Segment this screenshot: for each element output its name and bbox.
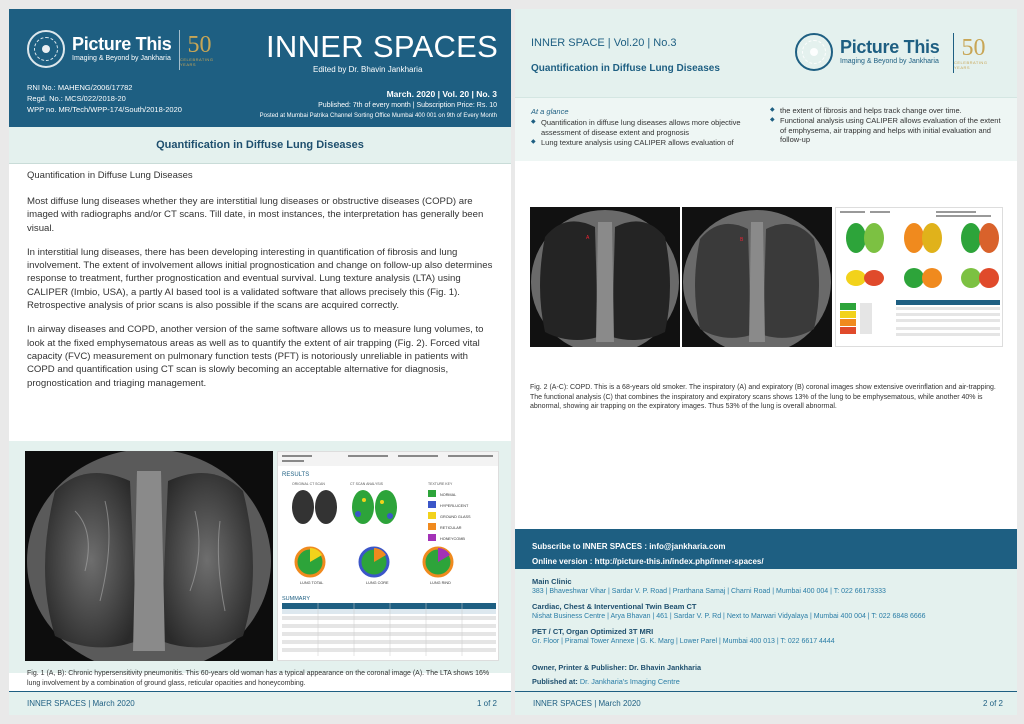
ct-analysis-label: CT SCAN ANALYSIS bbox=[350, 482, 383, 486]
contact-detail: Nishat Business Centre | Arya Bhavan | 461 | Sardar V. P. Rd | Next to Marwari Vidyalaya | Mumbai 400 004 | T: 022 6848 6666 bbox=[532, 613, 926, 620]
masthead bbox=[9, 9, 511, 127]
figure-2 bbox=[530, 207, 1003, 467]
page-footer bbox=[9, 691, 511, 715]
footer-left: INNER SPACES | March 2020 bbox=[27, 699, 135, 708]
posting-info: Posted at Mumbai Patrika Channel Sorting Office Mumbai 400 001 on 9th of Every Month bbox=[259, 113, 497, 119]
picture-this-logo bbox=[795, 33, 939, 71]
article-subtitle: Quantification in Diffuse Lung Diseases bbox=[27, 170, 193, 181]
contact-detail: Gr. Floor | Piramal Tower Annexe | G. K. Marg | Lower Parel | Mumbai 400 013 | T: 022 6617 4444 bbox=[532, 638, 835, 645]
subscribe-line[interactable]: Subscribe to INNER SPACES : info@jankharia.com bbox=[532, 542, 726, 551]
paragraph: Most diffuse lung diseases whether they are interstitial lung diseases or obstructive diseases (COPD) are imaged with radiographs and/or CT scans. Till date, in most instances, the interpretation has generally been visual. bbox=[27, 196, 484, 234]
contact-pet-ct bbox=[532, 627, 1017, 647]
page-number: 1 of 2 bbox=[476, 699, 497, 708]
page-2-title: Quantification in Diffuse Lung Diseases bbox=[531, 63, 720, 74]
pie-label-rind: LUNG RIND bbox=[430, 581, 451, 585]
editor-line: Edited by Dr. Bhavin Jankharia bbox=[313, 65, 423, 74]
page-footer bbox=[515, 691, 1017, 715]
contact-title: PET / CT, Organ Optimized 3T MRI bbox=[532, 627, 654, 636]
page-2-header bbox=[515, 9, 1017, 97]
original-ct-label: ORIGINAL CT SCAN bbox=[292, 482, 325, 486]
anniversary-badge: 50 CELEBRATING YEARS bbox=[953, 33, 993, 73]
lta-report-image bbox=[277, 451, 499, 661]
footer-left: INNER SPACES | March 2020 bbox=[533, 699, 641, 708]
contact-detail: 383 | Bhaveshwar Vihar | Sardar V. P. Road | Prarthana Samaj | Charni Road | Mumbai 400 004 | T: 022 66173333 bbox=[532, 588, 886, 595]
expiratory-ct-image bbox=[682, 207, 832, 347]
contact-main-clinic bbox=[532, 577, 1017, 597]
article-body bbox=[27, 170, 497, 401]
brand-name: Picture This bbox=[72, 33, 172, 54]
anniversary-badge: 50 CELEBRATING YEARS bbox=[179, 30, 219, 70]
inspiratory-ct-image bbox=[530, 207, 680, 347]
pie-label-core: LUNG CORE bbox=[366, 581, 389, 585]
rni-number: RNI No.: MAHENG/2006/17782 bbox=[27, 83, 133, 92]
camera-aperture-icon bbox=[795, 33, 833, 71]
at-a-glance-box bbox=[515, 97, 1017, 161]
contact-title: Cardiac, Chest & Interventional Twin Beam CT bbox=[532, 602, 697, 611]
summary-label: SUMMARY bbox=[282, 596, 311, 602]
paragraph: In airway diseases and COPD, another version of the same software allows us to measure lung volumes, to look at the fixed emphysematous areas as well as to quantify the extent of air trapping (Fig. 2). Forced vital capacity (FVC) measurement on pulmonary function tests (PFT) is notoriously unreliable in patients with COPD and quantification using CT scan is slowly becoming an acceptable alternative for diagnosis, prognostication and triaging management. bbox=[27, 324, 484, 389]
key-reticular: RETICULAR bbox=[440, 526, 462, 530]
published-at-value: Dr. Jankharia's Imaging Centre bbox=[579, 676, 680, 686]
key-hyperlucent: HYPERLUCENT bbox=[440, 504, 469, 508]
issue-info: March. 2020 | Vol. 20 | No. 3 bbox=[386, 89, 497, 99]
wpp-number: WPP no. MR/Tech/WPP-174/South/2018-2020 bbox=[27, 105, 182, 114]
publication-info: Published: 7th of every month | Subscription Price: Rs. 10 bbox=[318, 102, 497, 109]
texture-key-label: TEXTURE KEY bbox=[428, 482, 453, 486]
results-label: RESULTS bbox=[282, 472, 310, 478]
regd-number: Regd. No.: MCS/022/2018-20 bbox=[27, 94, 126, 103]
contact-cardiac-chest bbox=[532, 602, 1017, 622]
figure-2-caption: Fig. 2 (A-C): COPD. This is a 68-years old smoker. The inspiratory (A) and expiratory (B) coronal images show extensive overinflation and air-trapping. The functional analysis (C) that combines the inspiratory and expiratory scans shows 13% of the lung to be emphysematous, while another 40% is abnormal, showing air trapping on the expiratory images. Thus 53% of the lung is overall abnormal. bbox=[530, 384, 996, 410]
svg-text:B: B bbox=[740, 237, 744, 243]
key-honeycomb: HONEYCOMB bbox=[440, 537, 465, 541]
svg-text:A: A bbox=[586, 235, 590, 241]
page-2 bbox=[515, 9, 1017, 715]
issue-line: INNER SPACE | Vol.20 | No.3 bbox=[531, 37, 677, 49]
list-item: ◆ Functional analysis using CALIPER allows evaluation of the extent of emphysema, air trapping and helps with initial evaluation and follow-up bbox=[770, 116, 1001, 145]
key-normal: NORMAL bbox=[440, 493, 457, 497]
picture-this-logo bbox=[27, 30, 171, 68]
paragraph: In interstitial lung diseases, there has been developing interesting in quantification of fibrosis and lung involvement. The extent of involvement allows initial prognostication and change on follow-up also determines response to treatment, further prognostication and eventual survival. Lung texture analysis (LTA) using CALIPER (Imbio, USA), a partly AI based tool is a validated software that allows precisely this (Fig. 1). Retrospective analysis of prior scans is also possible if the scans are acquired correctly. bbox=[27, 246, 493, 312]
list-item: ◆ Quantification in diffuse lung diseases allows more objective assessment of disease extent and prognosis bbox=[531, 118, 762, 138]
contact-title: Main Clinic bbox=[532, 577, 572, 586]
magazine-title: INNER SPACES bbox=[266, 29, 499, 64]
owner-line: Owner, Printer & Publisher: Dr. Bhavin Jankharia bbox=[532, 663, 702, 672]
pie-label-total: LUNG TOTAL bbox=[300, 581, 324, 585]
brand-tagline: Imaging & Beyond by Jankharia bbox=[72, 54, 171, 62]
figure-1-caption: Fig. 1 (A, B): Chronic hypersensitivity pneumonitis. This 60-years old woman has a typical appearance on the coronal image (A). The LTA shows 16% lung involvement by a combination of ground glass, reticular opacities and honeycombing. bbox=[27, 670, 490, 687]
brand-tagline: Imaging & Beyond by Jankharia bbox=[840, 57, 939, 65]
figure-1 bbox=[9, 441, 511, 687]
coronal-ct-image bbox=[25, 451, 273, 661]
list-item: ◆ Lung texture analysis using CALIPER allows evaluation of bbox=[531, 138, 762, 148]
camera-aperture-icon bbox=[27, 30, 65, 68]
functional-analysis-image bbox=[835, 207, 1003, 347]
page-number: 2 of 2 bbox=[982, 699, 1003, 708]
published-at-label: Published at: bbox=[532, 676, 578, 686]
at-a-glance-heading: At a glance bbox=[531, 107, 569, 116]
article-title-bar: Quantification in Diffuse Lung Diseases bbox=[9, 127, 511, 164]
online-version-link[interactable]: Online version : http://picture-this.in/index.php/inner-spaces/ bbox=[532, 557, 764, 566]
brand-name: Picture This bbox=[840, 36, 940, 57]
page-1 bbox=[9, 9, 511, 715]
key-ground-glass: GROUND GLASS bbox=[440, 515, 471, 519]
list-item: ◆ the extent of fibrosis and helps track change over time. bbox=[770, 106, 1001, 116]
glance-list-right bbox=[770, 106, 1001, 147]
glance-list-left bbox=[531, 118, 762, 147]
